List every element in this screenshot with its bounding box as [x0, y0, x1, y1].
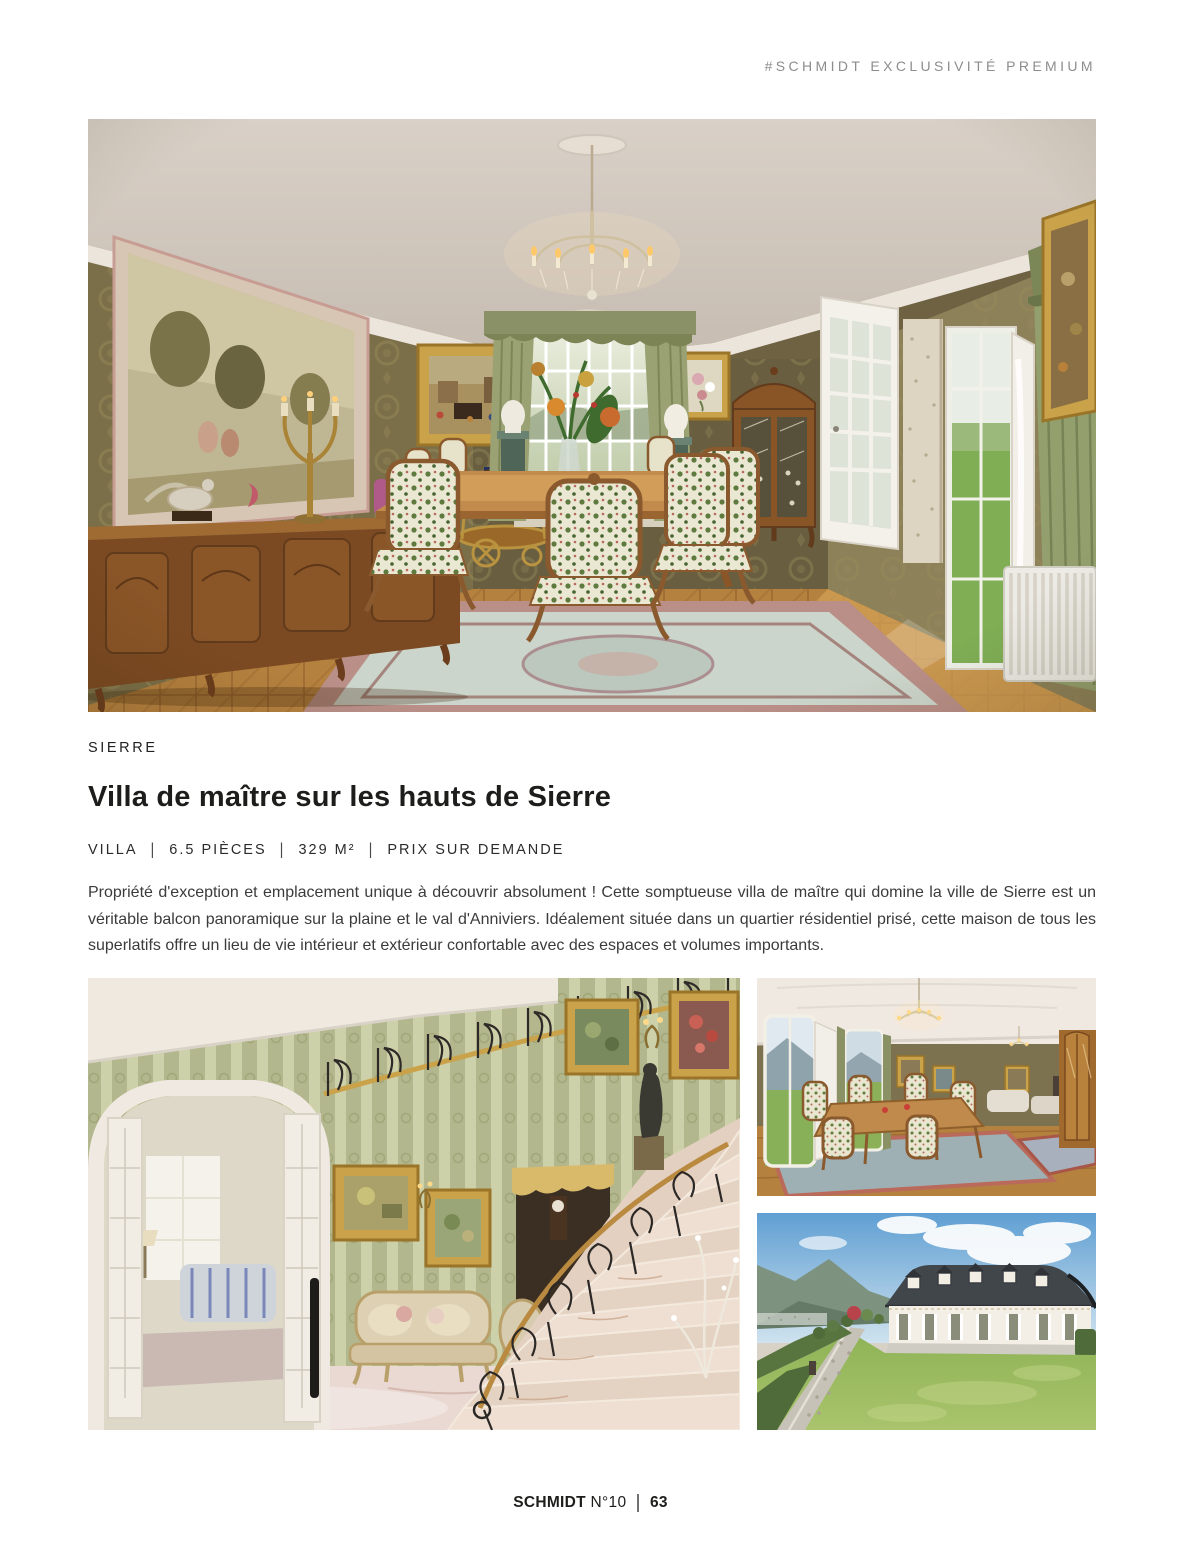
- listing-specs: [88, 842, 564, 858]
- spec-type: VILLA: [88, 842, 138, 858]
- vignette: [88, 119, 1096, 712]
- footer-page-number: 63: [649, 1494, 668, 1511]
- villa: [885, 1263, 1096, 1357]
- entrance-hall-illustration: [88, 978, 740, 1430]
- red-shrub: [847, 1306, 861, 1320]
- footer-separator: |: [636, 1491, 641, 1513]
- footer-brand: SCHMIDT: [513, 1494, 586, 1511]
- hedge-right: [1075, 1329, 1096, 1357]
- listing-title: Villa de maître sur les hauts de Sierre: [88, 781, 612, 813]
- photo-dining-room: [88, 119, 1096, 712]
- footer-issue: N°10: [590, 1494, 627, 1511]
- dining-view-illustration: [757, 978, 1096, 1196]
- wood-cabinets: [1059, 1030, 1096, 1148]
- spec-separator: |: [279, 840, 286, 860]
- villa-windows: [896, 1314, 1077, 1340]
- salon-rug: [128, 1328, 302, 1388]
- salon-sofa: [180, 1264, 276, 1322]
- villa-exterior-illustration: [757, 1213, 1096, 1430]
- spec-separator: |: [150, 840, 157, 860]
- spec-surface: 329 M²: [298, 842, 356, 858]
- photo-dining-view: [757, 978, 1096, 1196]
- spec-price: PRIX SUR DEMANDE: [387, 842, 565, 858]
- garden-statue: [809, 1361, 816, 1375]
- salon-archway: [96, 1088, 322, 1430]
- spec-separator: |: [368, 840, 375, 860]
- black-floor-vase: [310, 1278, 319, 1398]
- page-footer: [0, 1491, 1181, 1513]
- valley-town: [757, 1313, 827, 1325]
- premium-tag: #SCHMIDT EXCLUSIVITÉ PREMIUM: [764, 58, 1096, 74]
- spec-rooms: 6.5 PIÈCES: [169, 842, 267, 858]
- listing-description: Propriété d'exception et emplacement unique à découvrir absolument ! Cette somptueuse villa de maître qui domine la ville de Sierre est un véritable balcon panoramique sur la plaine et le val d'Anniviers. Idéalement située dans un quartier résidentiel prisé, cette maison de tous les superlatifs offre un lieu de vie intérieur et extérieur confortable avec des espaces et volumes importants.: [88, 884, 1096, 954]
- dining-room-illustration: [88, 119, 1096, 712]
- photo-villa-exterior: [757, 1213, 1096, 1430]
- listing-location: SIERRE: [88, 740, 158, 756]
- photo-entrance-hall: [88, 978, 740, 1430]
